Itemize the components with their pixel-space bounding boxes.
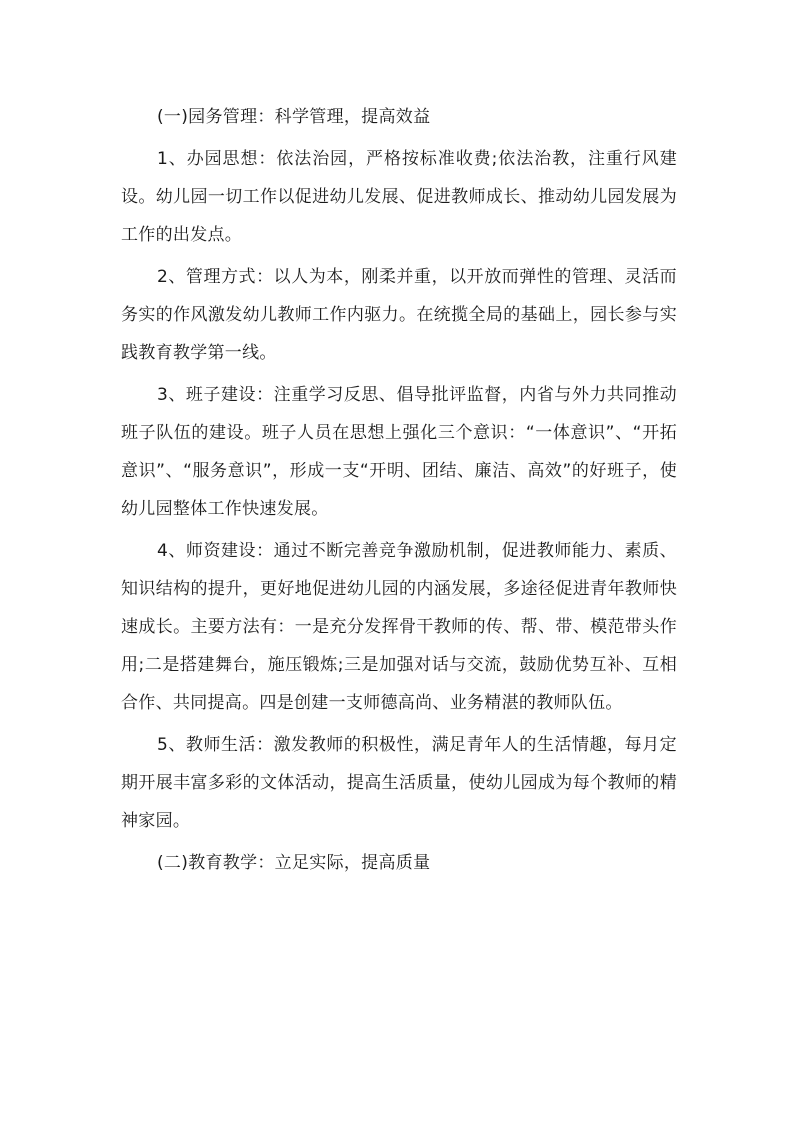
paragraph-4: 4、师资建设：通过不断完善竞争激励机制，促进教师能力、素质、知识结构的提升，更好地促进幼儿园的内涵发展，多途径促进青年教师快速成长。主要方法有：一是充分发挥骨干教师的传、帮、带、模范带头作用;二是搭建舞台，施压锻炼;三是加强对话与交流，鼓励优势互补、互相合作、共同提高。四是创建一支师德高尚、业务精湛的教师队伍。: [121, 541, 677, 713]
section-heading-2: (二)教育教学：立足实际，提高质量: [157, 853, 431, 873]
paragraph-3: 3、班子建设：注重学习反思、倡导批评监督，内省与外力共同推动班子队伍的建设。班子人员在思想上强化三个意识：“一体意识”、“开拓意识”、“服务意识”，形成一支“开明、团结、廉洁、高效”的好班子，使幼儿园整体工作快速发展。: [121, 385, 677, 519]
paragraph-5: 5、教师生活：激发教师的积极性，满足青年人的生活情趣，每月定期开展丰富多彩的文体活动，提高生活质量，使幼儿园成为每个教师的精神家园。: [121, 735, 677, 831]
section-heading-1: (一)园务管理：科学管理，提高效益: [157, 107, 431, 127]
document-body: [121, 98, 677, 886]
paragraph-2: 2、管理方式：以人为本，刚柔并重，以开放而弹性的管理、灵活而务实的作风激发幼儿教师工作内驱力。在统揽全局的基础上，园长参与实践教育教学第一线。: [121, 267, 677, 363]
paragraph-1: 1、办园思想：依法治园，严格按标准收费;依法治教，注重行风建设。幼儿园一切工作以促进幼儿发展、促进教师成长、推动幼儿园发展为工作的出发点。: [121, 149, 677, 245]
